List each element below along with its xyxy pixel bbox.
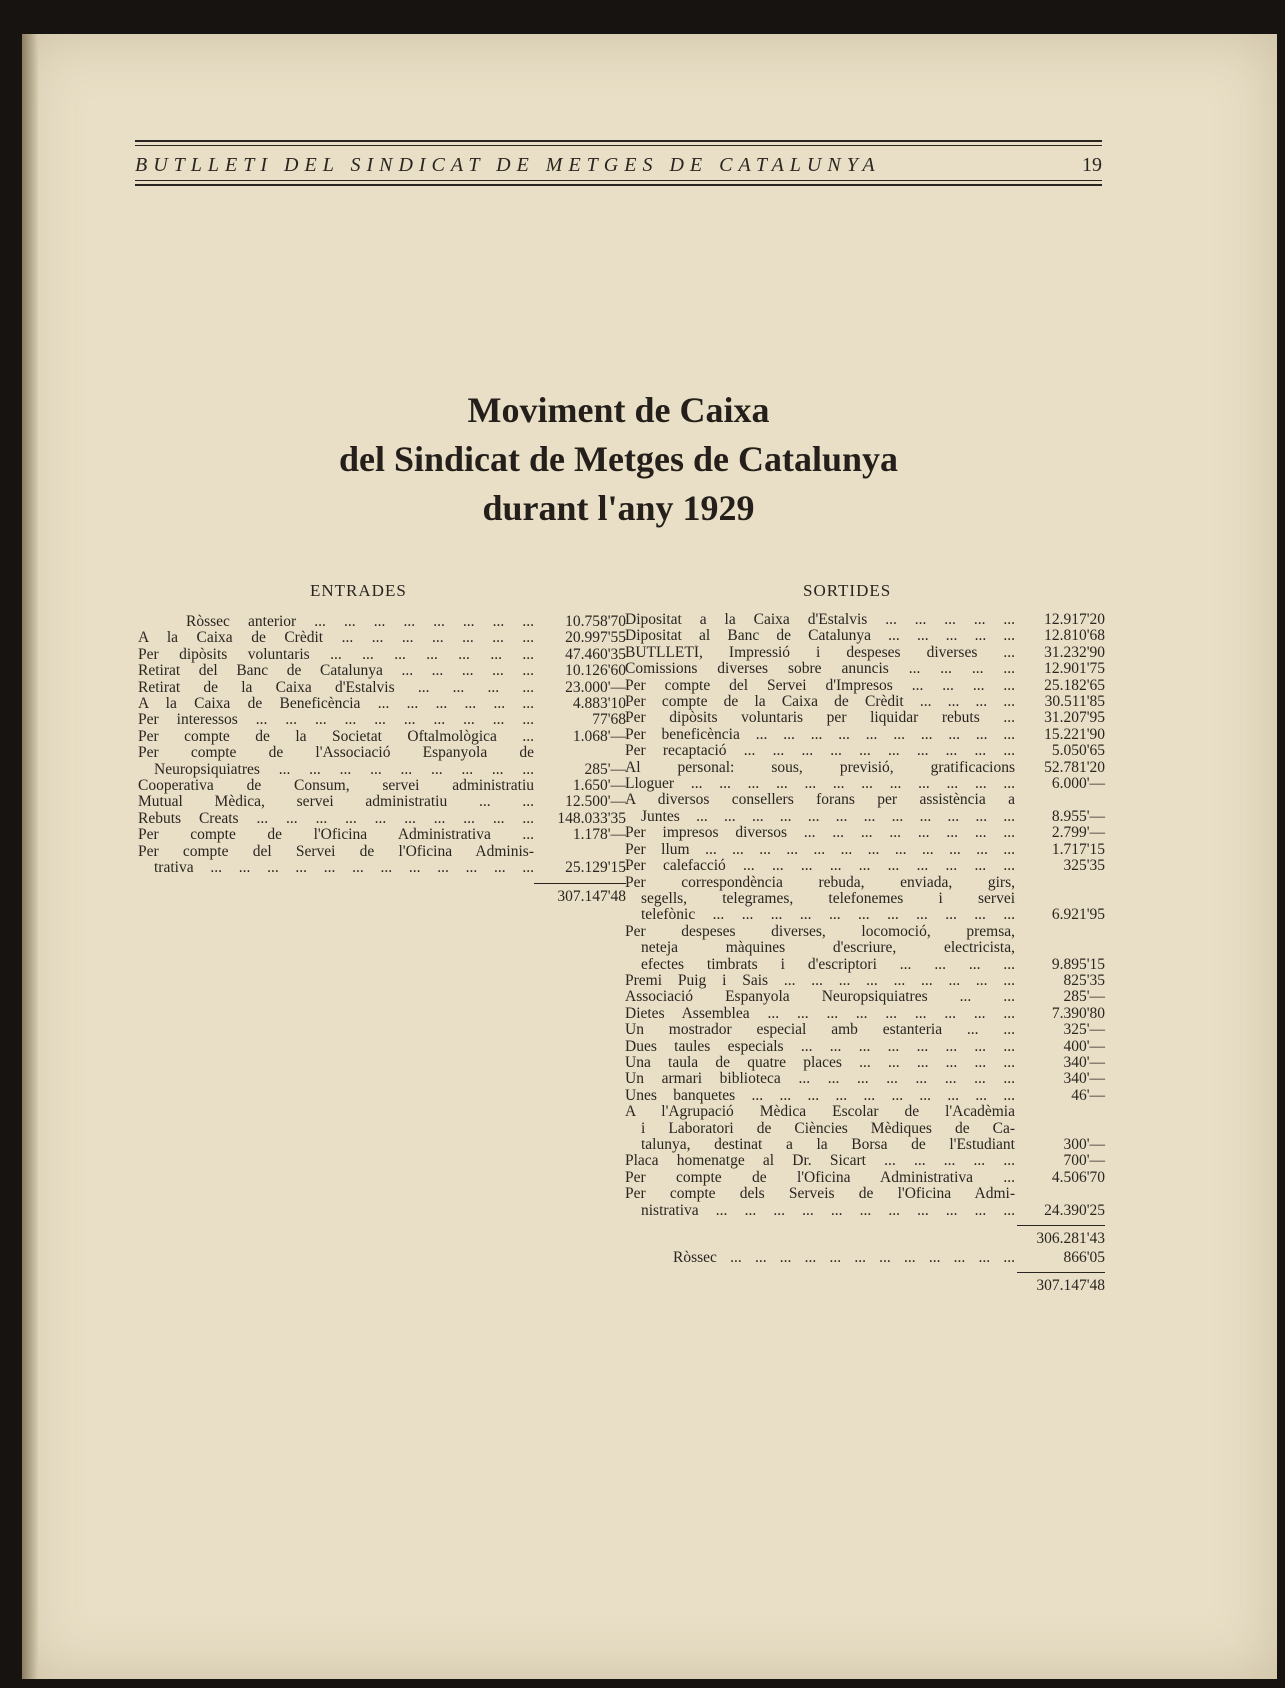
sortides-row-label: BUTLLETÍ, Impressió i despeses diverses ... [625, 644, 1015, 661]
entrades-row [138, 762, 626, 778]
sortides-row-amount: 31.232'90 [1044, 643, 1105, 661]
sortides-row [625, 973, 1105, 989]
entrades-heading: ENTRADES [310, 581, 407, 600]
sortides-row-amount: 2.799'— [1051, 824, 1105, 842]
entrades-row-amount: 25.129'15 [565, 859, 626, 877]
sortides-row-label: Per beneficència ... ... ... ... ... ... ... ... ... ... [625, 726, 1015, 743]
entrades-row-label: trativa ... ... ... ... ... ... ... ... ... ... ... ... [154, 860, 534, 877]
sortides-row [625, 1022, 1105, 1038]
title-line-1: Moviment de Caixa [467, 390, 770, 430]
sortides-row [625, 1137, 1105, 1153]
sortides-list [625, 612, 1105, 1219]
sortides-row-label: A diversos consellers forans per assistència a [625, 792, 1015, 809]
sortides-row [625, 1170, 1105, 1186]
sortides-row [625, 1006, 1105, 1022]
sortides-row [625, 678, 1105, 694]
article-title [135, 386, 1102, 533]
rossec-amount: 866'05 [1063, 1249, 1105, 1267]
sortides-row [625, 858, 1105, 874]
sortides-row-label: Per compte de la Caixa de Crèdit ... ... ... ... [625, 694, 1015, 711]
entrades-row-label: Per dipòsits voluntaris ... ... ... ... ... ... ... [138, 646, 534, 663]
sortides-row-label: Per calefacció ... ... ... ... ... ... ... ... ... ... [625, 858, 1015, 875]
entrades-row-label: A la Caixa de Beneficència ... ... ... ... ... ... [138, 696, 534, 713]
sortides-row-label: Dipositat al Banc de Catalunya ... ... ... ... ... [625, 628, 1015, 645]
sortides-row-amount: 7.390'80 [1051, 1004, 1105, 1022]
sortides-row [625, 694, 1105, 710]
sortides-subtotal: 306.281'43 [1036, 1230, 1105, 1248]
sortides-row-amount: 340'— [1063, 1070, 1105, 1088]
entrades-list [138, 614, 626, 877]
sortides-row-label: A l'Agrupació Mèdica Escolar de l'Acadèmia [625, 1104, 1015, 1121]
sortides-row [625, 1121, 1105, 1137]
entrades-total-rule [534, 883, 626, 884]
sortides-row-label: Per compte dels Serveis de l'Oficina Admi- [625, 1186, 1015, 1203]
header-row [135, 149, 1102, 180]
sortides-row [625, 875, 1105, 891]
sortides-row-label: Un mostrador especial amb estanteria ... ... [625, 1022, 1015, 1039]
sortides-row-label: talunya, destinat a la Borsa de l'Estudiant [641, 1137, 1015, 1153]
sortides-row [625, 924, 1105, 940]
entrades-row-amount: 77'68 [592, 711, 626, 729]
sortides-row-label: Associació Espanyola Neuropsiquiatres ... ... [625, 989, 1015, 1006]
entrades-total: 307.147'48 [557, 887, 626, 905]
sortides-row [625, 743, 1105, 759]
sortides-row-label: Placa homenatge al Dr. Sicart ... ... ... ... ... [625, 1153, 1015, 1170]
sortides-row [625, 842, 1105, 858]
sortides-row-amount: 340'— [1063, 1053, 1105, 1071]
sortides-row [625, 628, 1105, 644]
sortides-row-label: Una taula de quatre places ... ... ... ... ... ... [625, 1054, 1015, 1071]
entrades-row-amount: 1.650'— [572, 777, 626, 795]
sortides-row-amount: 31.207'95 [1044, 709, 1105, 727]
entrades-row [138, 794, 626, 810]
rossec-row [625, 1250, 1105, 1266]
sortides-row-amount: 285'— [1063, 988, 1105, 1006]
sortides-row [625, 1203, 1105, 1219]
sortides-row [625, 1153, 1105, 1169]
sortides-row-amount: 325'— [1063, 1021, 1105, 1039]
sortides-row-amount: 8.955'— [1051, 807, 1105, 825]
sortides-row [625, 1055, 1105, 1071]
sortides-row-label: Per dipòsits voluntaris per liquidar rebuts ... [625, 710, 1015, 727]
sortides-subtotal-rule [1017, 1225, 1105, 1226]
sortides-row-amount: 30.511'85 [1044, 693, 1105, 711]
sortides-row-label: Dietes Assemblea ... ... ... ... ... ... ... ... ... [625, 1005, 1015, 1022]
sortides-row-amount: 300'— [1063, 1136, 1105, 1153]
sortides-row-label: segells, telegrames, telefonemes i servei [641, 890, 1015, 907]
header-rule-bottom [135, 184, 1102, 186]
entrades-row [138, 647, 626, 663]
entrades-row [138, 778, 626, 794]
sortides-row [625, 1186, 1105, 1202]
sortides-row-label: Per despeses diverses, locomoció, premsa, [625, 923, 1015, 940]
sortides-row-amount: 12.810'68 [1044, 627, 1105, 645]
sortides-row-amount: 325'35 [1063, 857, 1105, 875]
running-title: BUTLLETI DEL SINDICAT DE METGES DE CATALUNYA [135, 154, 881, 176]
entrades-row-amount: 10.758'70 [565, 613, 626, 630]
entrades-row [138, 614, 626, 630]
sortides-row-label: telefònic ... ... ... ... ... ... ... ... ... ... ... [641, 907, 1015, 924]
entrades-row-amount: 148.033'35 [557, 809, 626, 827]
entrades-row-label: Cooperativa de Consum, servei administratiu [138, 778, 534, 795]
sortides-row [625, 645, 1105, 661]
entrades-row [138, 860, 626, 876]
sortides-row-amount: 5.050'65 [1051, 742, 1105, 760]
sortides-row-amount: 6.921'95 [1051, 906, 1105, 924]
entrades-row-amount: 47.460'35 [565, 645, 626, 663]
sortides-row [625, 891, 1105, 907]
sortides-row [625, 825, 1105, 841]
entrades-row-amount: 1.068'— [572, 727, 626, 745]
sortides-row-label: Comissions diverses sobre anuncis ... ... ... ... [625, 661, 1015, 678]
sortides-row-amount: 12.901'75 [1044, 660, 1105, 678]
entrades-row [138, 745, 626, 761]
sortides-row-amount: 15.221'90 [1044, 725, 1105, 743]
running-header [135, 140, 1102, 189]
sortides-row [625, 727, 1105, 743]
sortides-row-label: Dipositat a la Caixa d'Estalvis ... ... ... ... ... [625, 612, 1015, 628]
sortides-row-amount: 400'— [1063, 1037, 1105, 1055]
sortides-row-label: neteja màquines d'escriure, electricista, [641, 940, 1015, 957]
sortides-row-amount: 52.781'20 [1044, 758, 1105, 776]
sortides-row-amount: 700'— [1063, 1152, 1105, 1170]
sortides-row-label: Per llum ... ... ... ... ... ... ... ... ... ... ... ... [625, 841, 1015, 858]
entrades-row-label: Retirat del Banc de Catalunya ... ... ... ... ... [138, 663, 534, 680]
sortides-heading: SORTIDES [803, 581, 892, 600]
entrades-row-amount: 1.178'— [572, 826, 626, 844]
header-rule-top [135, 140, 1102, 142]
entrades-row [138, 827, 626, 843]
sortides-row-amount: 4.506'70 [1051, 1168, 1105, 1186]
entrades-row [138, 696, 626, 712]
entrades-row [138, 712, 626, 728]
sortides-row [625, 776, 1105, 792]
entrades-row-amount: 285'— [584, 760, 626, 778]
sortides-row-label: i Laboratori de Ciències Mèdiques de Ca- [641, 1120, 1015, 1137]
sortides-row-amount: 12.917'20 [1044, 611, 1105, 628]
sortides-row-amount: 24.390'25 [1044, 1201, 1105, 1219]
sortides-row [625, 907, 1105, 923]
page-spine [22, 34, 38, 1679]
sortides-row [625, 809, 1105, 825]
entrades-row-label: Mutual Mèdica, servei administratiu ... ... [138, 794, 534, 811]
sortides-row [625, 661, 1105, 677]
entrades-row-amount: 4.883'10 [572, 695, 626, 713]
sortides-row-label: Per impresos diversos ... ... ... ... ... ... ... ... [625, 825, 1015, 842]
sortides-row-amount: 1.717'15 [1051, 840, 1105, 858]
entrades-row [138, 811, 626, 827]
entrades-row [138, 630, 626, 646]
title-line-2: del Sindicat de Metges de Catalunya [338, 439, 898, 479]
entrades-row-label: Neuropsiquiatres ... ... ... ... ... ... ... ... ... [154, 761, 534, 778]
sortides-row [625, 1039, 1105, 1055]
sortides-row-amount: 9.895'15 [1051, 955, 1105, 973]
sortides-total-rule [1017, 1272, 1105, 1273]
scanned-page [22, 34, 1277, 1679]
title-line-3: durant l'any 1929 [482, 488, 755, 528]
sortides-row-label: Juntes ... ... ... ... ... ... ... ... ... ... ... ... [641, 808, 1015, 825]
sortides-row [625, 989, 1105, 1005]
sortides-row-amount: 25.182'65 [1044, 676, 1105, 694]
entrades-row-amount: 20.997'55 [565, 629, 626, 647]
entrades-column [138, 614, 626, 906]
entrades-row-label: Per compte de l'Oficina Administrativa ... [138, 827, 534, 844]
entrades-row [138, 680, 626, 696]
sortides-row-label: Per compte del Servei d'Impresos ... ... ... ... [625, 677, 1015, 694]
sortides-row-label: Per compte de l'Oficina Administrativa ... [625, 1169, 1015, 1186]
sortides-row [625, 940, 1105, 956]
sortides-column [625, 612, 1105, 1295]
sortides-row-label: efectes timbrats i d'escriptori ... ... ... ... [641, 956, 1015, 973]
sortides-row-label: Per correspondència rebuda, enviada, girs, [625, 874, 1015, 891]
entrades-row-label: Rebuts Creats ... ... ... ... ... ... ... ... ... ... [138, 810, 534, 827]
entrades-row [138, 844, 626, 860]
sortides-row-amount: 6.000'— [1051, 775, 1105, 793]
entrades-row-amount: 12.500'— [565, 793, 626, 811]
page-number: 19 [1082, 154, 1102, 176]
sortides-row [625, 1104, 1105, 1120]
entrades-row-label: A la Caixa de Crèdit ... ... ... ... ... ... ... [138, 630, 534, 647]
sortides-row-amount: 825'35 [1063, 971, 1105, 989]
sortides-row-label: nistrativa ... ... ... ... ... ... ... ... ... ... ... [641, 1202, 1015, 1219]
sortides-row-amount: 46'— [1071, 1086, 1105, 1104]
sortides-row-label: Al personal: sous, previsió, gratificacions [625, 759, 1015, 776]
sortides-row-label: Unes banquetes ... ... ... ... ... ... ... ... ... ... [625, 1087, 1015, 1104]
entrades-row-label: Per compte del Servei de l'Oficina Adminis- [138, 843, 534, 860]
sortides-row-label: Lloguer ... ... ... ... ... ... ... ... ... ... ... ... [625, 776, 1015, 793]
sortides-row [625, 1071, 1105, 1087]
entrades-row-label: Per interessos ... ... ... ... ... ... ... ... ... ... [138, 712, 534, 729]
sortides-row [625, 957, 1105, 973]
sortides-total: 307.147'48 [1036, 1277, 1105, 1295]
entrades-row-amount: 10.126'60 [565, 662, 626, 680]
entrades-row-label: Per compte de l'Associació Espanyola de [138, 745, 534, 762]
sortides-row [625, 1088, 1105, 1104]
entrades-row [138, 729, 626, 745]
entrades-row [138, 663, 626, 679]
entrades-row-amount: 23.000'— [565, 678, 626, 696]
sortides-row [625, 792, 1105, 808]
entrades-row-label: Ròssec anterior ... ... ... ... ... ... ... ... [186, 614, 534, 630]
sortides-row [625, 710, 1105, 726]
sortides-row-label: Per recaptació ... ... ... ... ... ... ... ... ... ... [625, 743, 1015, 760]
header-rule-top-thin [135, 145, 1102, 146]
sortides-row [625, 612, 1105, 628]
rossec-label: Ròssec ... ... ... ... ... ... ... ... ... ... ... ... [673, 1250, 1015, 1267]
entrades-row-label: Per compte de la Societat Oftalmològica ... [138, 728, 534, 745]
header-rule-bottom-thin [135, 180, 1102, 181]
entrades-row-label: Retirat de la Caixa d'Estalvis ... ... ... ... [138, 679, 534, 696]
sortides-row-label: Dues taules especials ... ... ... ... ... ... ... ... [625, 1038, 1015, 1055]
sortides-row-label: Premi Puig i Sais ... ... ... ... ... ... ... ... ... [625, 972, 1015, 989]
sortides-row [625, 760, 1105, 776]
sortides-row-label: Un armari biblioteca ... ... ... ... ... ... ... ... [625, 1071, 1015, 1088]
